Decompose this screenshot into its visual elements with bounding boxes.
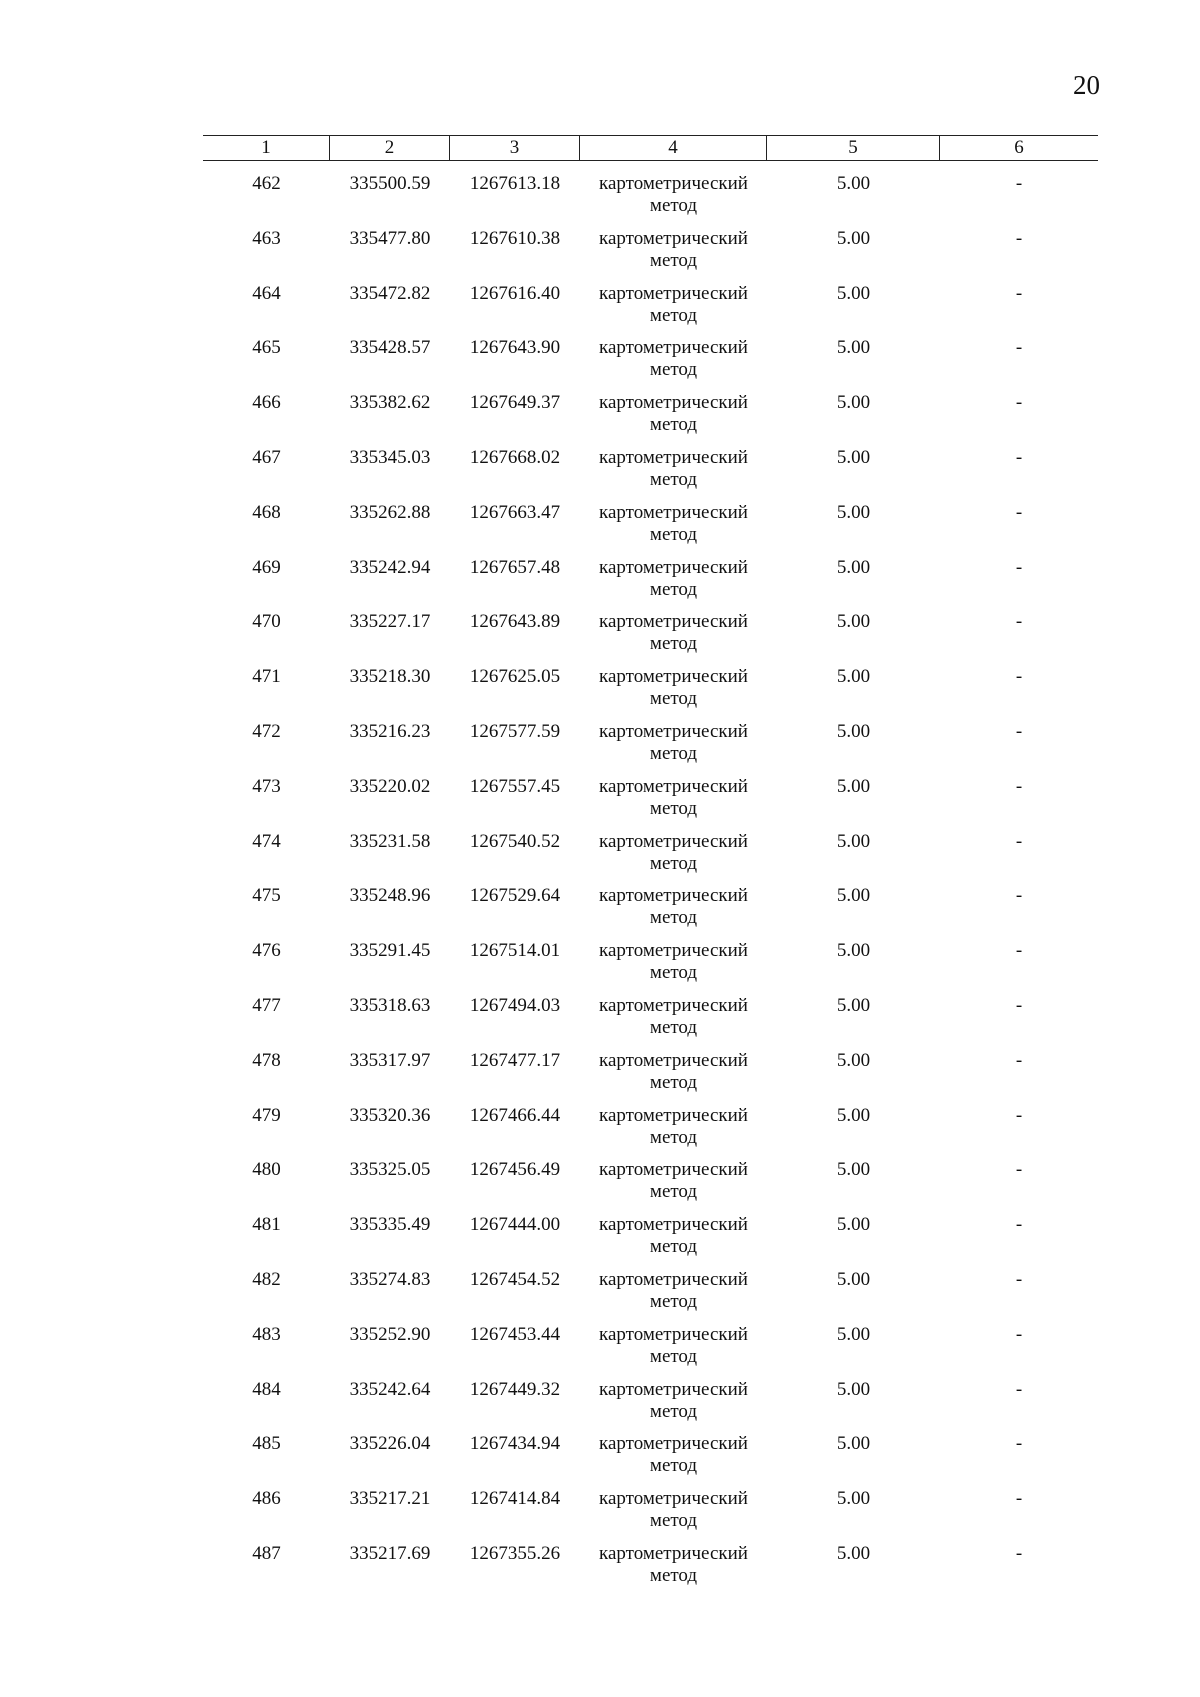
method-cell bbox=[580, 611, 767, 666]
point-number-cell: 464 bbox=[252, 282, 281, 304]
x-coordinate-cell: 335472.82 bbox=[349, 282, 431, 304]
method-line-2: метод bbox=[649, 1236, 698, 1258]
method-line-1: картометрический bbox=[599, 446, 748, 468]
table-header bbox=[203, 135, 1098, 161]
table-row bbox=[203, 283, 1098, 338]
method-line-2: метод bbox=[649, 304, 698, 326]
y-coordinate-cell: 1267477.17 bbox=[469, 1049, 561, 1071]
accuracy-cell: 5.00 bbox=[836, 1323, 871, 1345]
method-line-1: картометрический bbox=[599, 173, 748, 194]
y-coordinate-cell: 1267466.44 bbox=[469, 1104, 561, 1126]
table-row bbox=[203, 557, 1098, 612]
note-cell: - bbox=[1015, 1104, 1023, 1126]
method-line-2: метод bbox=[649, 578, 698, 600]
point-number-cell: 475 bbox=[252, 885, 281, 907]
accuracy-cell: 5.00 bbox=[836, 173, 871, 194]
point-number-cell: 467 bbox=[252, 446, 281, 468]
method-line-2: метод bbox=[649, 359, 698, 381]
y-coordinate-cell: 1267414.84 bbox=[469, 1488, 561, 1510]
method-line-1: картометрический bbox=[599, 1542, 748, 1564]
accuracy-cell: 5.00 bbox=[836, 611, 871, 633]
note-cell: - bbox=[1015, 666, 1023, 688]
x-coordinate-cell: 335325.05 bbox=[349, 1159, 431, 1181]
method-line-2: метод bbox=[649, 962, 698, 984]
accuracy-cell: 5.00 bbox=[836, 1542, 871, 1564]
method-line-1: картометрический bbox=[599, 1378, 748, 1400]
point-number-cell: 486 bbox=[252, 1488, 281, 1510]
method-line-2: метод bbox=[649, 1345, 698, 1367]
method-line-1: картометрический bbox=[599, 1268, 748, 1290]
page-number: 20 bbox=[1073, 70, 1100, 100]
method-cell bbox=[580, 721, 767, 776]
table-row bbox=[203, 1379, 1098, 1434]
note-cell: - bbox=[1015, 173, 1023, 194]
note-cell: - bbox=[1015, 611, 1023, 633]
point-number-cell: 479 bbox=[252, 1104, 281, 1126]
method-cell bbox=[580, 1379, 767, 1434]
method-line-1: картометрический bbox=[599, 227, 748, 249]
accuracy-cell: 5.00 bbox=[836, 1378, 871, 1400]
table-row bbox=[203, 1543, 1098, 1598]
table-row bbox=[203, 173, 1098, 228]
accuracy-cell: 5.00 bbox=[836, 775, 871, 797]
method-line-2: метод bbox=[649, 1455, 698, 1477]
header-col-2: 2 bbox=[330, 136, 450, 160]
note-cell: - bbox=[1015, 940, 1023, 962]
accuracy-cell: 5.00 bbox=[836, 227, 871, 249]
note-cell: - bbox=[1015, 1488, 1023, 1510]
note-cell: - bbox=[1015, 1378, 1023, 1400]
x-coordinate-cell: 335428.57 bbox=[349, 337, 431, 359]
y-coordinate-cell: 1267657.48 bbox=[469, 556, 561, 578]
point-number-cell: 466 bbox=[252, 392, 281, 414]
x-coordinate-cell: 335248.96 bbox=[349, 885, 431, 907]
x-coordinate-cell: 335220.02 bbox=[349, 775, 431, 797]
table-row bbox=[203, 447, 1098, 502]
note-cell: - bbox=[1015, 282, 1023, 304]
y-coordinate-cell: 1267355.26 bbox=[469, 1542, 561, 1564]
table-row bbox=[203, 1159, 1098, 1214]
accuracy-cell: 5.00 bbox=[836, 1488, 871, 1510]
method-line-1: картометрический bbox=[599, 885, 748, 907]
y-coordinate-cell: 1267456.49 bbox=[469, 1159, 561, 1181]
accuracy-cell: 5.00 bbox=[836, 830, 871, 852]
y-coordinate-cell: 1267610.38 bbox=[469, 227, 561, 249]
accuracy-cell: 5.00 bbox=[836, 1433, 871, 1455]
y-coordinate-cell: 1267643.90 bbox=[469, 337, 561, 359]
method-cell bbox=[580, 995, 767, 1050]
y-coordinate-cell: 1267613.18 bbox=[469, 173, 561, 194]
method-line-1: картометрический bbox=[599, 830, 748, 852]
method-line-1: картометрический bbox=[599, 994, 748, 1016]
method-cell bbox=[580, 1543, 767, 1598]
method-cell bbox=[580, 283, 767, 338]
y-coordinate-cell: 1267643.89 bbox=[469, 611, 561, 633]
accuracy-cell: 5.00 bbox=[836, 1214, 871, 1236]
point-number-cell: 465 bbox=[252, 337, 281, 359]
table-row bbox=[203, 831, 1098, 886]
method-cell bbox=[580, 1050, 767, 1105]
point-number-cell: 481 bbox=[252, 1214, 281, 1236]
y-coordinate-cell: 1267663.47 bbox=[469, 501, 561, 523]
note-cell: - bbox=[1015, 227, 1023, 249]
x-coordinate-cell: 335217.69 bbox=[349, 1542, 431, 1564]
y-coordinate-cell: 1267529.64 bbox=[469, 885, 561, 907]
method-line-1: картометрический bbox=[599, 556, 748, 578]
x-coordinate-cell: 335335.49 bbox=[349, 1214, 431, 1236]
x-coordinate-cell: 335477.80 bbox=[349, 227, 431, 249]
method-line-1: картометрический bbox=[599, 720, 748, 742]
accuracy-cell: 5.00 bbox=[836, 282, 871, 304]
note-cell: - bbox=[1015, 775, 1023, 797]
point-number-cell: 480 bbox=[252, 1159, 281, 1181]
x-coordinate-cell: 335382.62 bbox=[349, 392, 431, 414]
y-coordinate-cell: 1267668.02 bbox=[469, 446, 561, 468]
accuracy-cell: 5.00 bbox=[836, 940, 871, 962]
point-number-cell: 468 bbox=[252, 501, 281, 523]
point-number-cell: 470 bbox=[252, 611, 281, 633]
header-col-4: 4 bbox=[580, 136, 767, 160]
x-coordinate-cell: 335216.23 bbox=[349, 720, 431, 742]
method-cell bbox=[580, 940, 767, 995]
method-line-2: метод bbox=[649, 797, 698, 819]
note-cell: - bbox=[1015, 392, 1023, 414]
accuracy-cell: 5.00 bbox=[836, 501, 871, 523]
x-coordinate-cell: 335242.64 bbox=[349, 1378, 431, 1400]
point-number-cell: 487 bbox=[252, 1542, 281, 1564]
header-col-1: 1 bbox=[203, 136, 330, 160]
y-coordinate-cell: 1267625.05 bbox=[469, 666, 561, 688]
method-cell bbox=[580, 776, 767, 831]
accuracy-cell: 5.00 bbox=[836, 885, 871, 907]
x-coordinate-cell: 335345.03 bbox=[349, 446, 431, 468]
table-row bbox=[203, 940, 1098, 995]
y-coordinate-cell: 1267557.45 bbox=[469, 775, 561, 797]
point-number-cell: 463 bbox=[252, 227, 281, 249]
x-coordinate-cell: 335320.36 bbox=[349, 1104, 431, 1126]
accuracy-cell: 5.00 bbox=[836, 556, 871, 578]
method-cell bbox=[580, 831, 767, 886]
point-number-cell: 472 bbox=[252, 720, 281, 742]
point-number-cell: 484 bbox=[252, 1378, 281, 1400]
point-number-cell: 474 bbox=[252, 830, 281, 852]
table-row bbox=[203, 337, 1098, 392]
method-line-2: метод bbox=[649, 1071, 698, 1093]
note-cell: - bbox=[1015, 830, 1023, 852]
method-line-1: картометрический bbox=[599, 1214, 748, 1236]
x-coordinate-cell: 335318.63 bbox=[349, 994, 431, 1016]
y-coordinate-cell: 1267514.01 bbox=[469, 940, 561, 962]
y-coordinate-cell: 1267444.00 bbox=[469, 1214, 561, 1236]
table-row bbox=[203, 1214, 1098, 1269]
method-line-2: метод bbox=[649, 1181, 698, 1203]
x-coordinate-cell: 335262.88 bbox=[349, 501, 431, 523]
table-row bbox=[203, 885, 1098, 940]
table-row bbox=[203, 1050, 1098, 1105]
method-line-2: метод bbox=[649, 523, 698, 545]
method-line-2: метод bbox=[649, 1016, 698, 1038]
note-cell: - bbox=[1015, 994, 1023, 1016]
method-cell bbox=[580, 666, 767, 721]
table-row bbox=[203, 1324, 1098, 1379]
point-number-cell: 478 bbox=[252, 1049, 281, 1071]
method-line-2: метод bbox=[649, 1126, 698, 1148]
method-cell bbox=[580, 228, 767, 283]
method-line-1: картометрический bbox=[599, 1323, 748, 1345]
table-row bbox=[203, 1433, 1098, 1488]
table-row bbox=[203, 228, 1098, 283]
method-line-1: картометрический bbox=[599, 775, 748, 797]
method-line-1: картометрический bbox=[599, 282, 748, 304]
accuracy-cell: 5.00 bbox=[836, 1049, 871, 1071]
header-col-3: 3 bbox=[450, 136, 580, 160]
x-coordinate-cell: 335500.59 bbox=[349, 173, 431, 194]
method-cell bbox=[580, 1159, 767, 1214]
method-cell bbox=[580, 1324, 767, 1379]
note-cell: - bbox=[1015, 885, 1023, 907]
method-line-1: картометрический bbox=[599, 1049, 748, 1071]
y-coordinate-cell: 1267453.44 bbox=[469, 1323, 561, 1345]
method-line-1: картометрический bbox=[599, 501, 748, 523]
table-row bbox=[203, 995, 1098, 1050]
table-row bbox=[203, 611, 1098, 666]
table-row bbox=[203, 666, 1098, 721]
note-cell: - bbox=[1015, 1323, 1023, 1345]
accuracy-cell: 5.00 bbox=[836, 720, 871, 742]
point-number-cell: 473 bbox=[252, 775, 281, 797]
note-cell: - bbox=[1015, 337, 1023, 359]
method-line-1: картометрический bbox=[599, 1488, 748, 1510]
method-line-2: метод bbox=[649, 195, 698, 216]
x-coordinate-cell: 335317.97 bbox=[349, 1049, 431, 1071]
method-cell bbox=[580, 392, 767, 447]
method-cell bbox=[580, 557, 767, 612]
method-cell bbox=[580, 173, 767, 228]
accuracy-cell: 5.00 bbox=[836, 1159, 871, 1181]
table-row bbox=[203, 502, 1098, 557]
method-cell bbox=[580, 502, 767, 557]
method-cell bbox=[580, 1269, 767, 1324]
accuracy-cell: 5.00 bbox=[836, 994, 871, 1016]
x-coordinate-cell: 335218.30 bbox=[349, 666, 431, 688]
table-row bbox=[203, 1488, 1098, 1543]
method-line-1: картометрический bbox=[599, 611, 748, 633]
method-line-2: метод bbox=[649, 742, 698, 764]
method-line-2: метод bbox=[649, 688, 698, 710]
note-cell: - bbox=[1015, 446, 1023, 468]
point-number-cell: 469 bbox=[252, 556, 281, 578]
method-line-2: метод bbox=[649, 852, 698, 874]
y-coordinate-cell: 1267649.37 bbox=[469, 392, 561, 414]
note-cell: - bbox=[1015, 1268, 1023, 1290]
note-cell: - bbox=[1015, 1542, 1023, 1564]
accuracy-cell: 5.00 bbox=[836, 446, 871, 468]
y-coordinate-cell: 1267449.32 bbox=[469, 1378, 561, 1400]
method-cell bbox=[580, 885, 767, 940]
accuracy-cell: 5.00 bbox=[836, 666, 871, 688]
method-line-1: картометрический bbox=[599, 392, 748, 414]
x-coordinate-cell: 335231.58 bbox=[349, 830, 431, 852]
note-cell: - bbox=[1015, 720, 1023, 742]
method-line-2: метод bbox=[649, 907, 698, 929]
table-row bbox=[203, 1105, 1098, 1160]
method-line-1: картометрический bbox=[599, 1159, 748, 1181]
method-line-2: метод bbox=[649, 249, 698, 271]
y-coordinate-cell: 1267434.94 bbox=[469, 1433, 561, 1455]
accuracy-cell: 5.00 bbox=[836, 337, 871, 359]
method-line-2: метод bbox=[649, 1564, 698, 1586]
point-number-cell: 482 bbox=[252, 1268, 281, 1290]
y-coordinate-cell: 1267616.40 bbox=[469, 282, 561, 304]
method-line-2: метод bbox=[649, 633, 698, 655]
y-coordinate-cell: 1267494.03 bbox=[469, 994, 561, 1016]
y-coordinate-cell: 1267540.52 bbox=[469, 830, 561, 852]
point-number-cell: 476 bbox=[252, 940, 281, 962]
table-row bbox=[203, 1269, 1098, 1324]
x-coordinate-cell: 335227.17 bbox=[349, 611, 431, 633]
method-cell bbox=[580, 1214, 767, 1269]
method-line-2: метод bbox=[649, 468, 698, 490]
point-number-cell: 477 bbox=[252, 994, 281, 1016]
point-number-cell: 485 bbox=[252, 1433, 281, 1455]
note-cell: - bbox=[1015, 1049, 1023, 1071]
method-line-2: метод bbox=[649, 1510, 698, 1532]
point-number-cell: 462 bbox=[252, 173, 281, 194]
method-line-2: метод bbox=[649, 1290, 698, 1312]
point-number-cell: 483 bbox=[252, 1323, 281, 1345]
x-coordinate-cell: 335242.94 bbox=[349, 556, 431, 578]
x-coordinate-cell: 335274.83 bbox=[349, 1268, 431, 1290]
method-cell bbox=[580, 1488, 767, 1543]
note-cell: - bbox=[1015, 556, 1023, 578]
x-coordinate-cell: 335226.04 bbox=[349, 1433, 431, 1455]
table-row bbox=[203, 721, 1098, 776]
x-coordinate-cell: 335291.45 bbox=[349, 940, 431, 962]
table-row bbox=[203, 776, 1098, 831]
method-line-1: картометрический bbox=[599, 1433, 748, 1455]
method-cell bbox=[580, 1433, 767, 1488]
header-col-5: 5 bbox=[767, 136, 940, 160]
note-cell: - bbox=[1015, 501, 1023, 523]
header-col-6: 6 bbox=[1014, 137, 1024, 158]
y-coordinate-cell: 1267577.59 bbox=[469, 720, 561, 742]
point-number-cell: 471 bbox=[252, 666, 281, 688]
method-cell bbox=[580, 1105, 767, 1160]
method-line-2: метод bbox=[649, 414, 698, 436]
note-cell: - bbox=[1015, 1433, 1023, 1455]
method-line-1: картометрический bbox=[599, 1104, 748, 1126]
accuracy-cell: 5.00 bbox=[836, 392, 871, 414]
x-coordinate-cell: 335217.21 bbox=[349, 1488, 431, 1510]
table-row bbox=[203, 392, 1098, 447]
note-cell: - bbox=[1015, 1159, 1023, 1181]
method-line-1: картометрический bbox=[599, 940, 748, 962]
method-cell bbox=[580, 337, 767, 392]
accuracy-cell: 5.00 bbox=[836, 1104, 871, 1126]
accuracy-cell: 5.00 bbox=[836, 1268, 871, 1290]
method-line-1: картометрический bbox=[599, 337, 748, 359]
y-coordinate-cell: 1267454.52 bbox=[469, 1268, 561, 1290]
method-line-1: картометрический bbox=[599, 666, 748, 688]
note-cell: - bbox=[1015, 1214, 1023, 1236]
x-coordinate-cell: 335252.90 bbox=[349, 1323, 431, 1345]
method-line-2: метод bbox=[649, 1400, 698, 1422]
table-body bbox=[203, 173, 1098, 1598]
method-cell bbox=[580, 447, 767, 502]
